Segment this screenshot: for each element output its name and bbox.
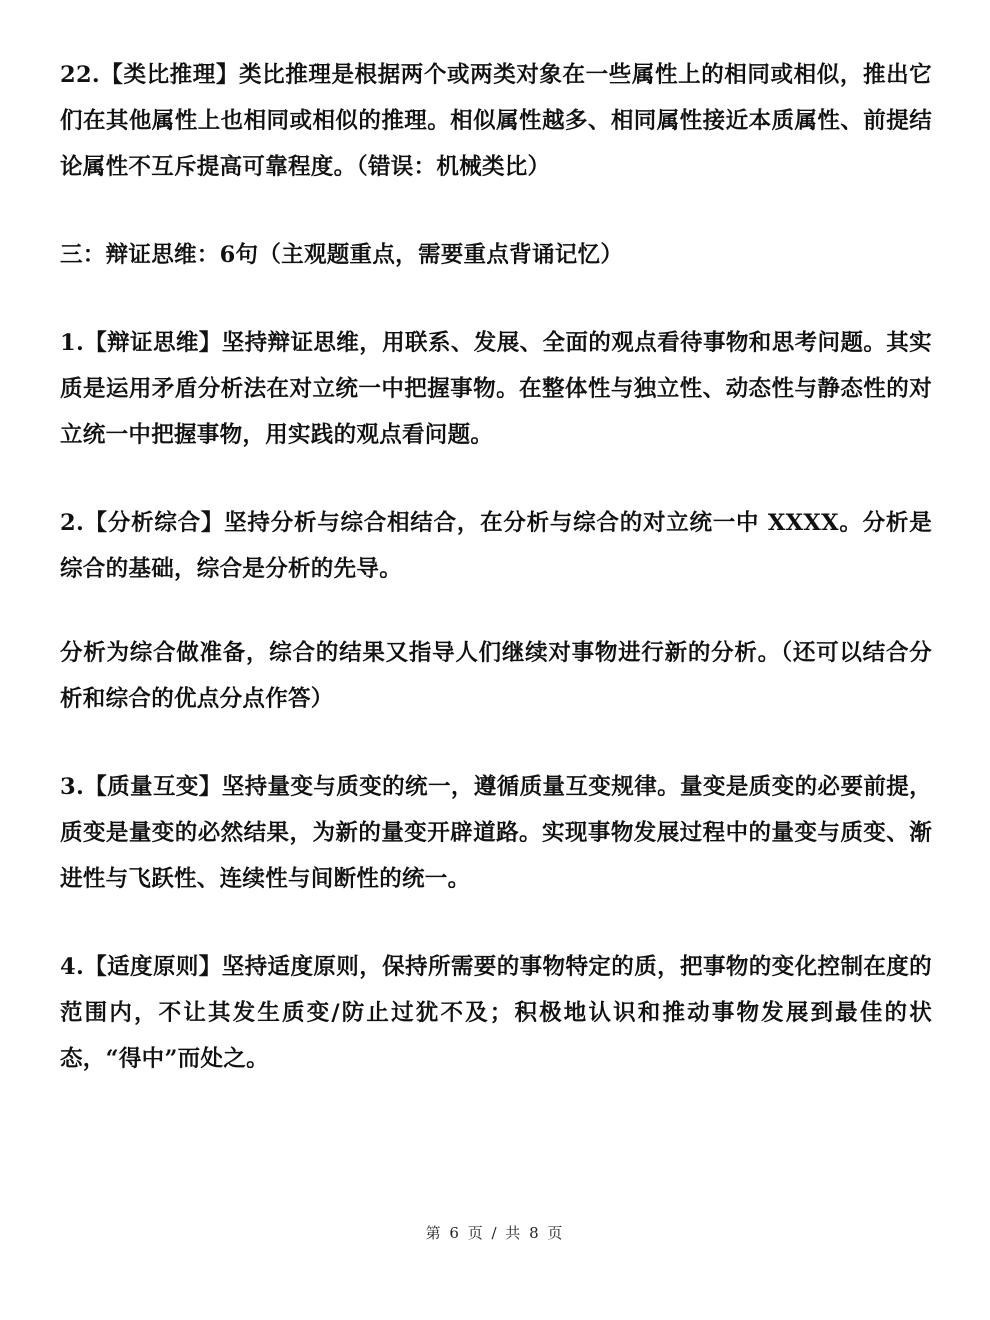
paragraph-analysis-synthesis: 2.【分析综合】坚持分析与综合相结合，在分析与综合的对立统一中 XXXX。分析是综合的基础，综合是分析的先导。 <box>60 510 932 582</box>
paragraph-analogical-reasoning <box>60 52 932 190</box>
paragraph-analysis-synthesis-continued: 分析为综合做准备，综合的结果又指导人们继续对事物进行新的分析。（还可以结合分析和综合的优点分点作答） <box>60 640 932 712</box>
paragraph-text: 22.【类比推理】类比推理是根据两个或两类对象在一些属性上的相同或相似，推出它们在其他属性上也相同或相似的推理。相似属性越多、相同属性接近本质属性、前提结论属性不互斥提高可靠程度。 <box>60 62 932 180</box>
paragraph-quality-quantity-change: 3.【质量互变】坚持量变与质变的统一，遵循质量互变规律。量变是质变的必要前提，质变是量变的必然结果，为新的量变开辟道路。实现事物发展过程中的量变与质变、渐进性与飞跃性、连续性与间断性的统一。 <box>60 774 932 892</box>
section-heading-dialectical-thinking: 三：辩证思维：6句（主观题重点，需要重点背诵记忆） <box>60 242 624 268</box>
document-page <box>60 52 932 1082</box>
paragraph-dialectical-thinking: 1.【辩证思维】坚持辩证思维，用联系、发展、全面的观点看待事物和思考问题。其实质是运用矛盾分析法在对立统一中把握事物。在整体性与独立性、动态性与静态性的对立统一中把握事物，用实践的观点看问题。 <box>60 330 932 448</box>
page-footer: 第 6 页 / 共 8 页 <box>425 1224 565 1242</box>
paragraph-note: （错误：机械类比） <box>356 154 551 180</box>
paragraph-moderation-principle: 4.【适度原则】坚持适度原则，保持所需要的事物特定的质，把事物的变化控制在度的范围内，不让其发生质变/防止过犹不及；积极地认识和推动事物发展到最佳的状态，“得中”而处之。 <box>60 954 932 1072</box>
